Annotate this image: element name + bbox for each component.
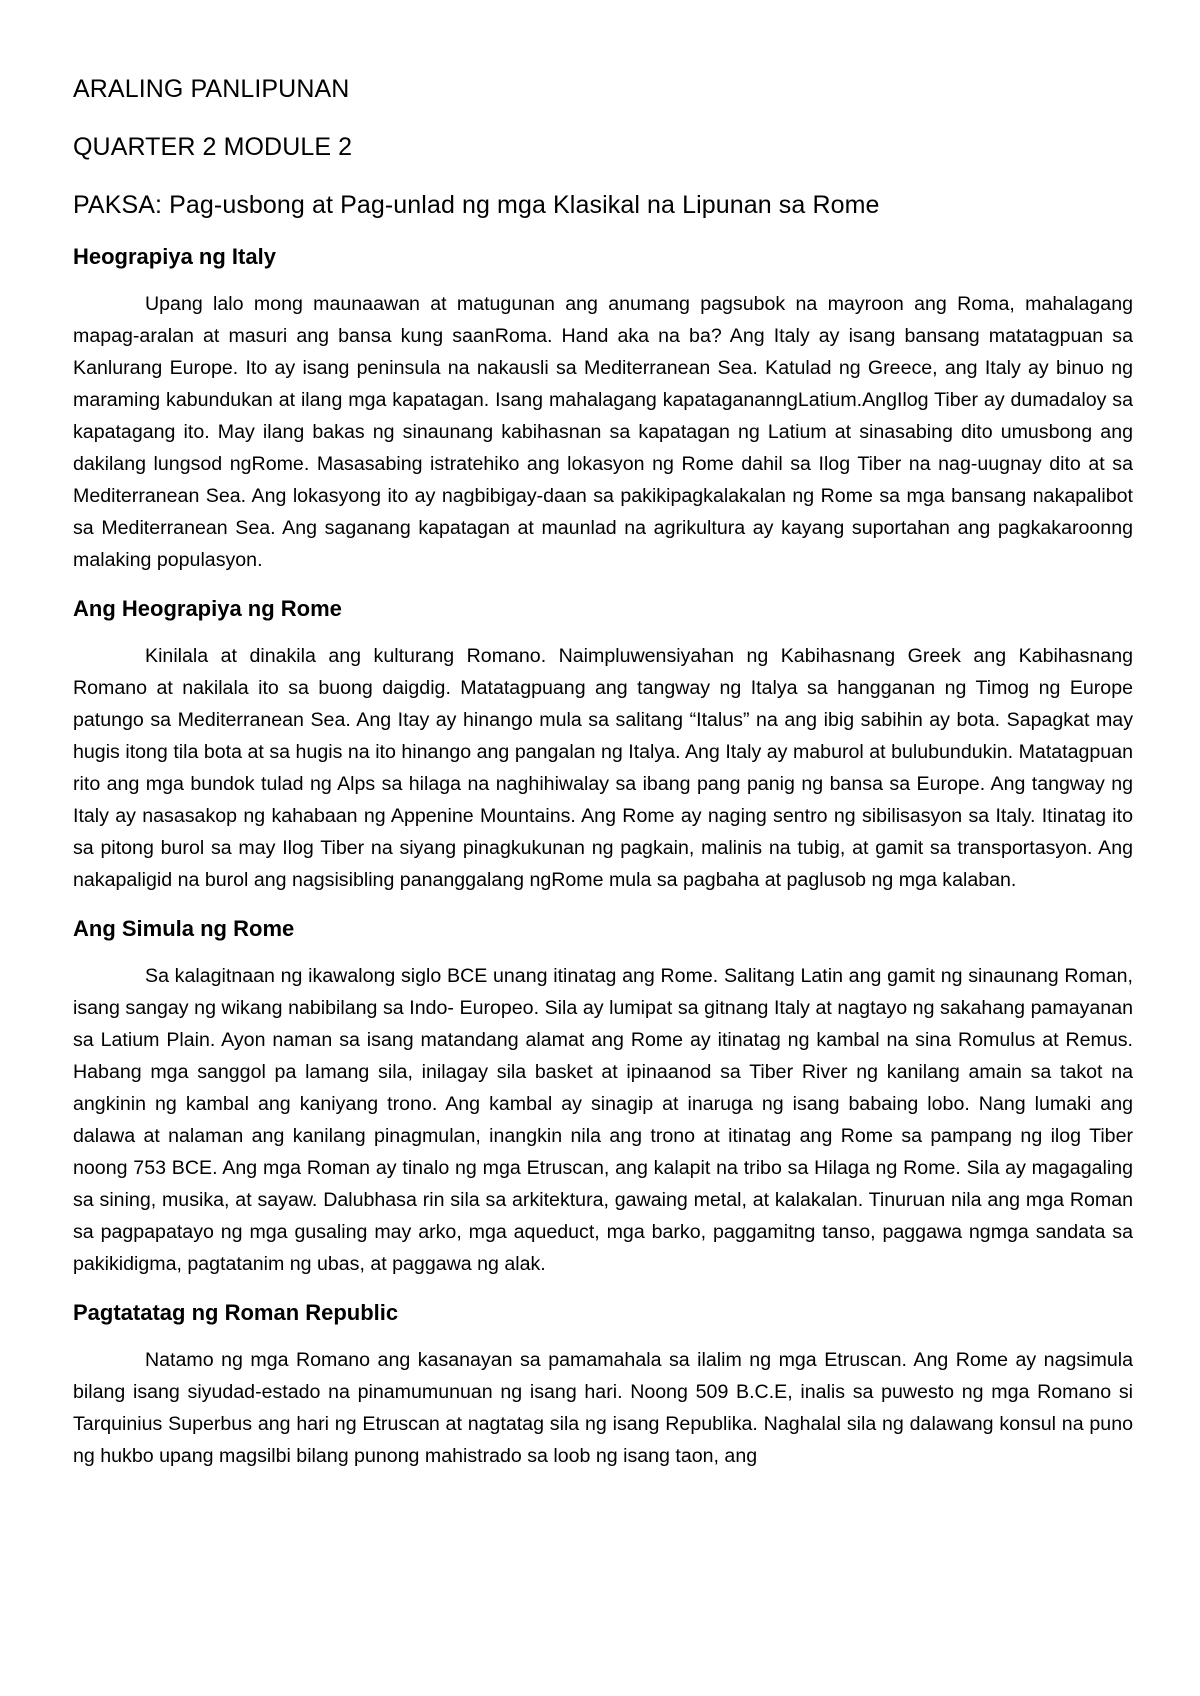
subject-title: ARALING PANLIPUNAN: [73, 75, 350, 103]
section-heading-simula-ng-rome: Ang Simula ng Rome: [73, 916, 295, 941]
document-page: [73, 72, 1133, 1490]
quarter-module-title: QUARTER 2 MODULE 2: [73, 133, 353, 161]
topic-title: PAKSA: Pag-usbong at Pag-unlad ng mga Klasikal na Lipunan sa Rome: [73, 191, 880, 219]
section-paragraph-heograpiya-ng-italy: Upang lalo mong maunaawan at matugunan ang anumang pagsubok na mayroon ang Roma, mahalagang mapag-aralan at masuri ang bansa kung saanRoma. Hand aka na ba? Ang Italy ay isang bansang matatagpuan sa Kanlurang Europe. Ito ay isang peninsula na nakausli sa Mediterranean Sea. Katulad ng Greece, ang Italy ay binuo ng maraming kabundukan at ilang mga kapatagan. Isang mahalagang kapatagananngLatium.AngIlog Tiber ay dumadaloy sa kapatagang ito. May ilang bakas ng sinaunang kabihasnan sa kapatagan ng Latium at sinasabing dito umusbong ang dakilang lungsod ngRome. Masasabing istratehiko ang lokasyon ng Rome dahil sa Ilog Tiber na nag-uugnay dito at sa Mediterranean Sea. Ang lokasyong ito ay nagbibigay-daan sa pakikipagkalakalan ng Rome sa mga bansang nakapalibot sa Mediterranean Sea. Ang saganang kapatagan at maunlad na agrikultura ay kayang suportahan ang pagkakaroonng malaking populasyon.: [73, 293, 1133, 571]
section-heading-roman-republic: Pagtatatag ng Roman Republic: [73, 1300, 399, 1325]
section-paragraph-roman-republic: Natamo ng mga Romano ang kasanayan sa pamamahala sa ilalim ng mga Etruscan. Ang Rome ay nagsimula bilang isang siyudad-estado na pinamumunuan ng isang hari. Noong 509 B.C.E, inalis sa puwesto ng mga Romano si Tarquinius Superbus ang hari ng Etruscan at nagtatag sila ng isang Republika. Naghalal sila ng dalawang konsul na puno ng hukbo upang magsilbi bilang punong mahistrado sa loob ng isang taon, ang: [73, 1349, 1133, 1467]
section-heading-heograpiya-ng-italy: Heograpiya ng Italy: [73, 244, 276, 269]
section-heading-heograpiya-ng-rome: Ang Heograpiya ng Rome: [73, 596, 342, 621]
section-paragraph-simula-ng-rome: Sa kalagitnaan ng ikawalong siglo BCE unang itinatag ang Rome. Salitang Latin ang gamit ng sinaunang Roman, isang sangay ng wikang nabibilang sa Indo- Europeo. Sila ay lumipat sa gitnang Italy at nagtayo ng sakahang pamayanan sa Latium Plain. Ayon naman sa isang matandang alamat ang Rome ay itinatag ng kambal na sina Romulus at Remus. Habang mga sanggol pa lamang sila, inilagay sila basket at ipinaanod sa Tiber River ng kanilang amain sa takot na angkinin ng kambal ang kaniyang trono. Ang kambal ay sinagip at inaruga ng isang babaing lobo. Nang lumaki ang dalawa at nalaman ang kanilang pinagmulan, inangkin nila ang trono at itinatag ang Rome sa pampang ng ilog Tiber noong 753 BCE. Ang mga Roman ay tinalo ng mga Etruscan, ang kalapit na tribo sa Hilaga ng Rome. Sila ay magagaling sa sining, musika, at sayaw. Dalubhasa rin sila sa arkitektura, gawaing metal, at kalakalan. Tinuruan nila ang mga Roman sa pagpapatayo ng mga gusaling may arko, mga aqueduct, mga barko, paggamitng tanso, paggawa ngmga sandata sa pakikidigma, pagtatanim ng ubas, at paggawa ng alak.: [73, 965, 1133, 1275]
section-paragraph-heograpiya-ng-rome: Kinilala at dinakila ang kulturang Romano. Naimpluwensiyahan ng Kabihasnang Greek ang Kabihasnang Romano at nakilala ito sa buong daigdig. Matatagpuang ang tangway ng Italya sa hangganan ng Timog ng Europe patungo sa Mediterranean Sea. Ang Itay ay hinango mula sa salitang “Italus” na ang ibig sabihin ay bota. Sapagkat may hugis itong tila bota at sa hugis na ito hinango ang pangalan ng Italya. Ang Italy ay maburol at bulubundukin. Matatagpuan rito ang mga bundok tulad ng Alps sa hilaga na naghihiwalay sa ibang pang panig ng bansa sa Europe. Ang tangway ng Italy ay nasasakop ng kahabaan ng Appenine Mountains. Ang Rome ay naging sentro ng sibilisasyon sa Italy. Itinatag ito sa pitong burol sa may Ilog Tiber na siyang pinagkukunan ng pagkain, malinis na tubig, at gamit sa transportasyon. Ang nakapaligid na burol ang nagsisibling pananggalang ngRome mula sa pagbaha at paglusob ng mga kalaban.: [73, 645, 1133, 891]
